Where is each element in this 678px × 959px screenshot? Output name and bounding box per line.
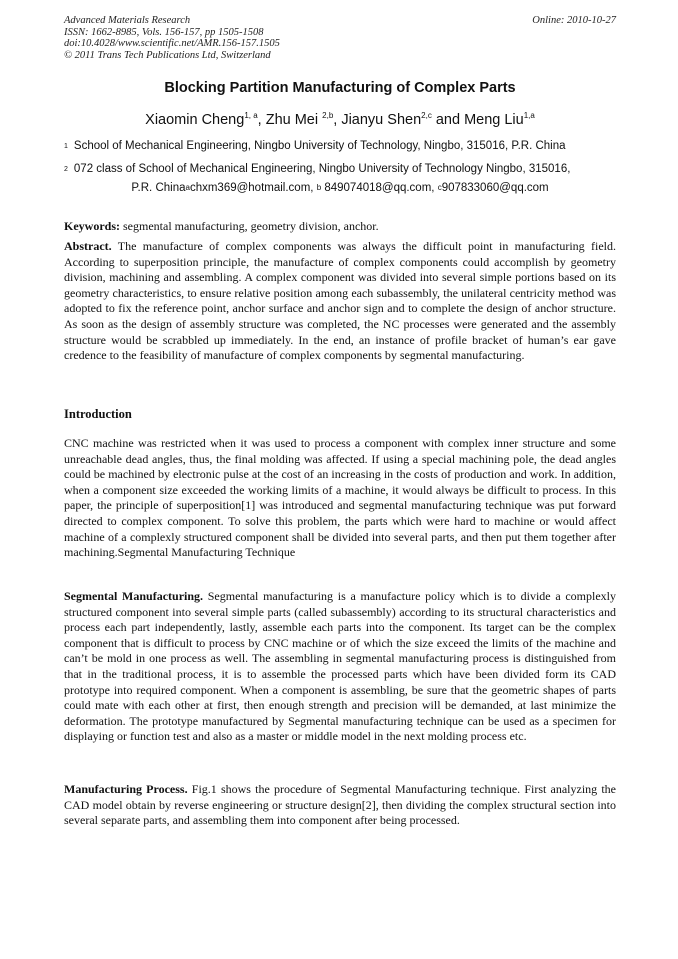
affiliation-country: P.R. China xyxy=(131,182,186,194)
author-name: Xiaomin Cheng xyxy=(145,112,245,128)
paper-title: Blocking Partition Manufacturing of Complex Parts xyxy=(164,80,516,96)
segmental-label: Segmental Manufacturing. xyxy=(64,589,204,603)
author-affiliation-mark: 2,c xyxy=(421,111,432,120)
email-mark: a xyxy=(185,183,190,192)
abstract-text: The manufacture of complex components was always the difficult point in manufacturing field. According to superposition principle, the manufacture of complex components could accomplish by geometry division, machining and assembling. A complex component was divided into several simple portions based on its geometry characteristics, to ensure relative position among each subassembly, the unilateral centricity method was adopted to fix the reference point, anchor surface and anchor sign and to complete the design of anchor structure. As soon as the design of assembly structure was completed, the NC processes were generated and the assembly structure would be scrabbled up immediately. In the end, an instance of profile bracket of human’s ear gave credence to the feasibility of manufacture of complex components by segmental manufacturing. xyxy=(64,239,616,363)
journal-header xyxy=(64,15,616,61)
issn-line: ISSN: 1662-8985, Vols. 156-157, pp 1505-1508 xyxy=(64,26,264,38)
introduction-heading: Introduction xyxy=(64,407,132,421)
keywords-text: segmental manufacturing, geometry division, anchor. xyxy=(120,219,379,233)
keywords-paragraph xyxy=(64,219,616,235)
affiliation-text: 072 class of School of Mechanical Engineering, Ningbo University of Technology Ningbo, 315016, xyxy=(73,163,571,175)
affiliation-text: School of Mechanical Engineering, Ningbo University of Technology, Ningbo, 315016, P.R. China xyxy=(73,140,566,152)
author-name: Meng Liu xyxy=(464,112,524,128)
process-label: Manufacturing Process. xyxy=(64,782,188,796)
doi-line: doi:10.4028/www.scientific.net/AMR.156-157.1505 xyxy=(64,38,280,49)
email-mark: c xyxy=(437,183,442,192)
affiliation-1 xyxy=(64,137,616,156)
author-separator: and xyxy=(431,112,465,128)
author-name: Jianyu Shen xyxy=(341,112,422,128)
segmental-manufacturing-paragraph xyxy=(64,589,616,745)
author-list xyxy=(64,112,616,128)
email-address: 907833060@qq.com xyxy=(441,182,549,194)
abstract-paragraph xyxy=(64,239,616,364)
author-affiliation-mark: 1, a xyxy=(244,111,258,120)
author-separator: , xyxy=(333,112,342,128)
affiliation-number: 2 xyxy=(64,166,68,173)
online-date: Online: 2010-10-27 xyxy=(532,15,616,26)
email-mark: b xyxy=(316,183,322,192)
process-text: Fig.1 shows the procedure of Segmental Manufacturing technique. First analyzing the CAD model obtain by reverse engineering or structure design[2], then dividing the complex structural section into several separate parts, and assembling them into component after being processed. xyxy=(64,782,616,828)
author-affiliation-mark: 2,b xyxy=(322,111,334,120)
keywords-label: Keywords: xyxy=(64,219,120,233)
affiliation-emails xyxy=(64,179,616,198)
author-affiliation-mark: 1,a xyxy=(523,111,535,120)
manufacturing-process-paragraph xyxy=(64,782,616,829)
email-address: chxm369@hotmail.com, xyxy=(189,182,317,194)
copyright-line: © 2011 Trans Tech Publications Ltd, Switzerland xyxy=(64,49,271,61)
email-address: 849074018@qq.com, xyxy=(321,182,438,194)
affiliation-number: 1 xyxy=(64,143,68,150)
abstract-label: Abstract. xyxy=(64,239,112,253)
author-separator: , xyxy=(257,112,266,128)
author-name: Zhu Mei xyxy=(265,112,323,128)
journal-name: Advanced Materials Research xyxy=(64,15,191,26)
affiliation-2 xyxy=(64,160,616,198)
introduction-paragraph: CNC machine was restricted when it was used to process a component with complex inner structure and some unreachable dead angles, thus, the final molding was affected. If using a special machining pole, the dead angles could be machined by electronic pulse at the cost of an increasing in the costs of production and work. In addition, when a component size exceeded the working limits of a machine, it would always be difficult to process. In this paper, the principle of superposition[1] was introduced and segmental manufacturing technique was put forward directed to complex component. To solve this problem, the parts which were hard to machine or would affect machine of a complexly structured component shall be divided into several parts, and then put them together after machining.Segmental Manufacturing Technique xyxy=(64,436,616,560)
segmental-text: Segmental manufacturing is a manufacture policy which is to divide a complexly structured component into several simple parts (called subassembly) according to its structural characteristics and process each part independently, lastly, assemble each parts into the component. Its target can be the complex component that is difficult to process by CNC machine or of which the size exceed the limits of the machine and can’t be mold in one process as well. The assembling in segmental manufacturing process is distinguished from that in the traditional process, it is to assemble the processed parts which have been divided form its CAD prototype into required component. When a component is assembling, be sure that the geometric shapes of parts could mate with each other at first, then enough strength and precision will be demanded, at last minimize the deformation. The prototype manufactured by Segmental manufacturing technique can be used as a specimen for displaying or function test and also as a master or middle model in the next molding process etc. xyxy=(64,589,616,744)
